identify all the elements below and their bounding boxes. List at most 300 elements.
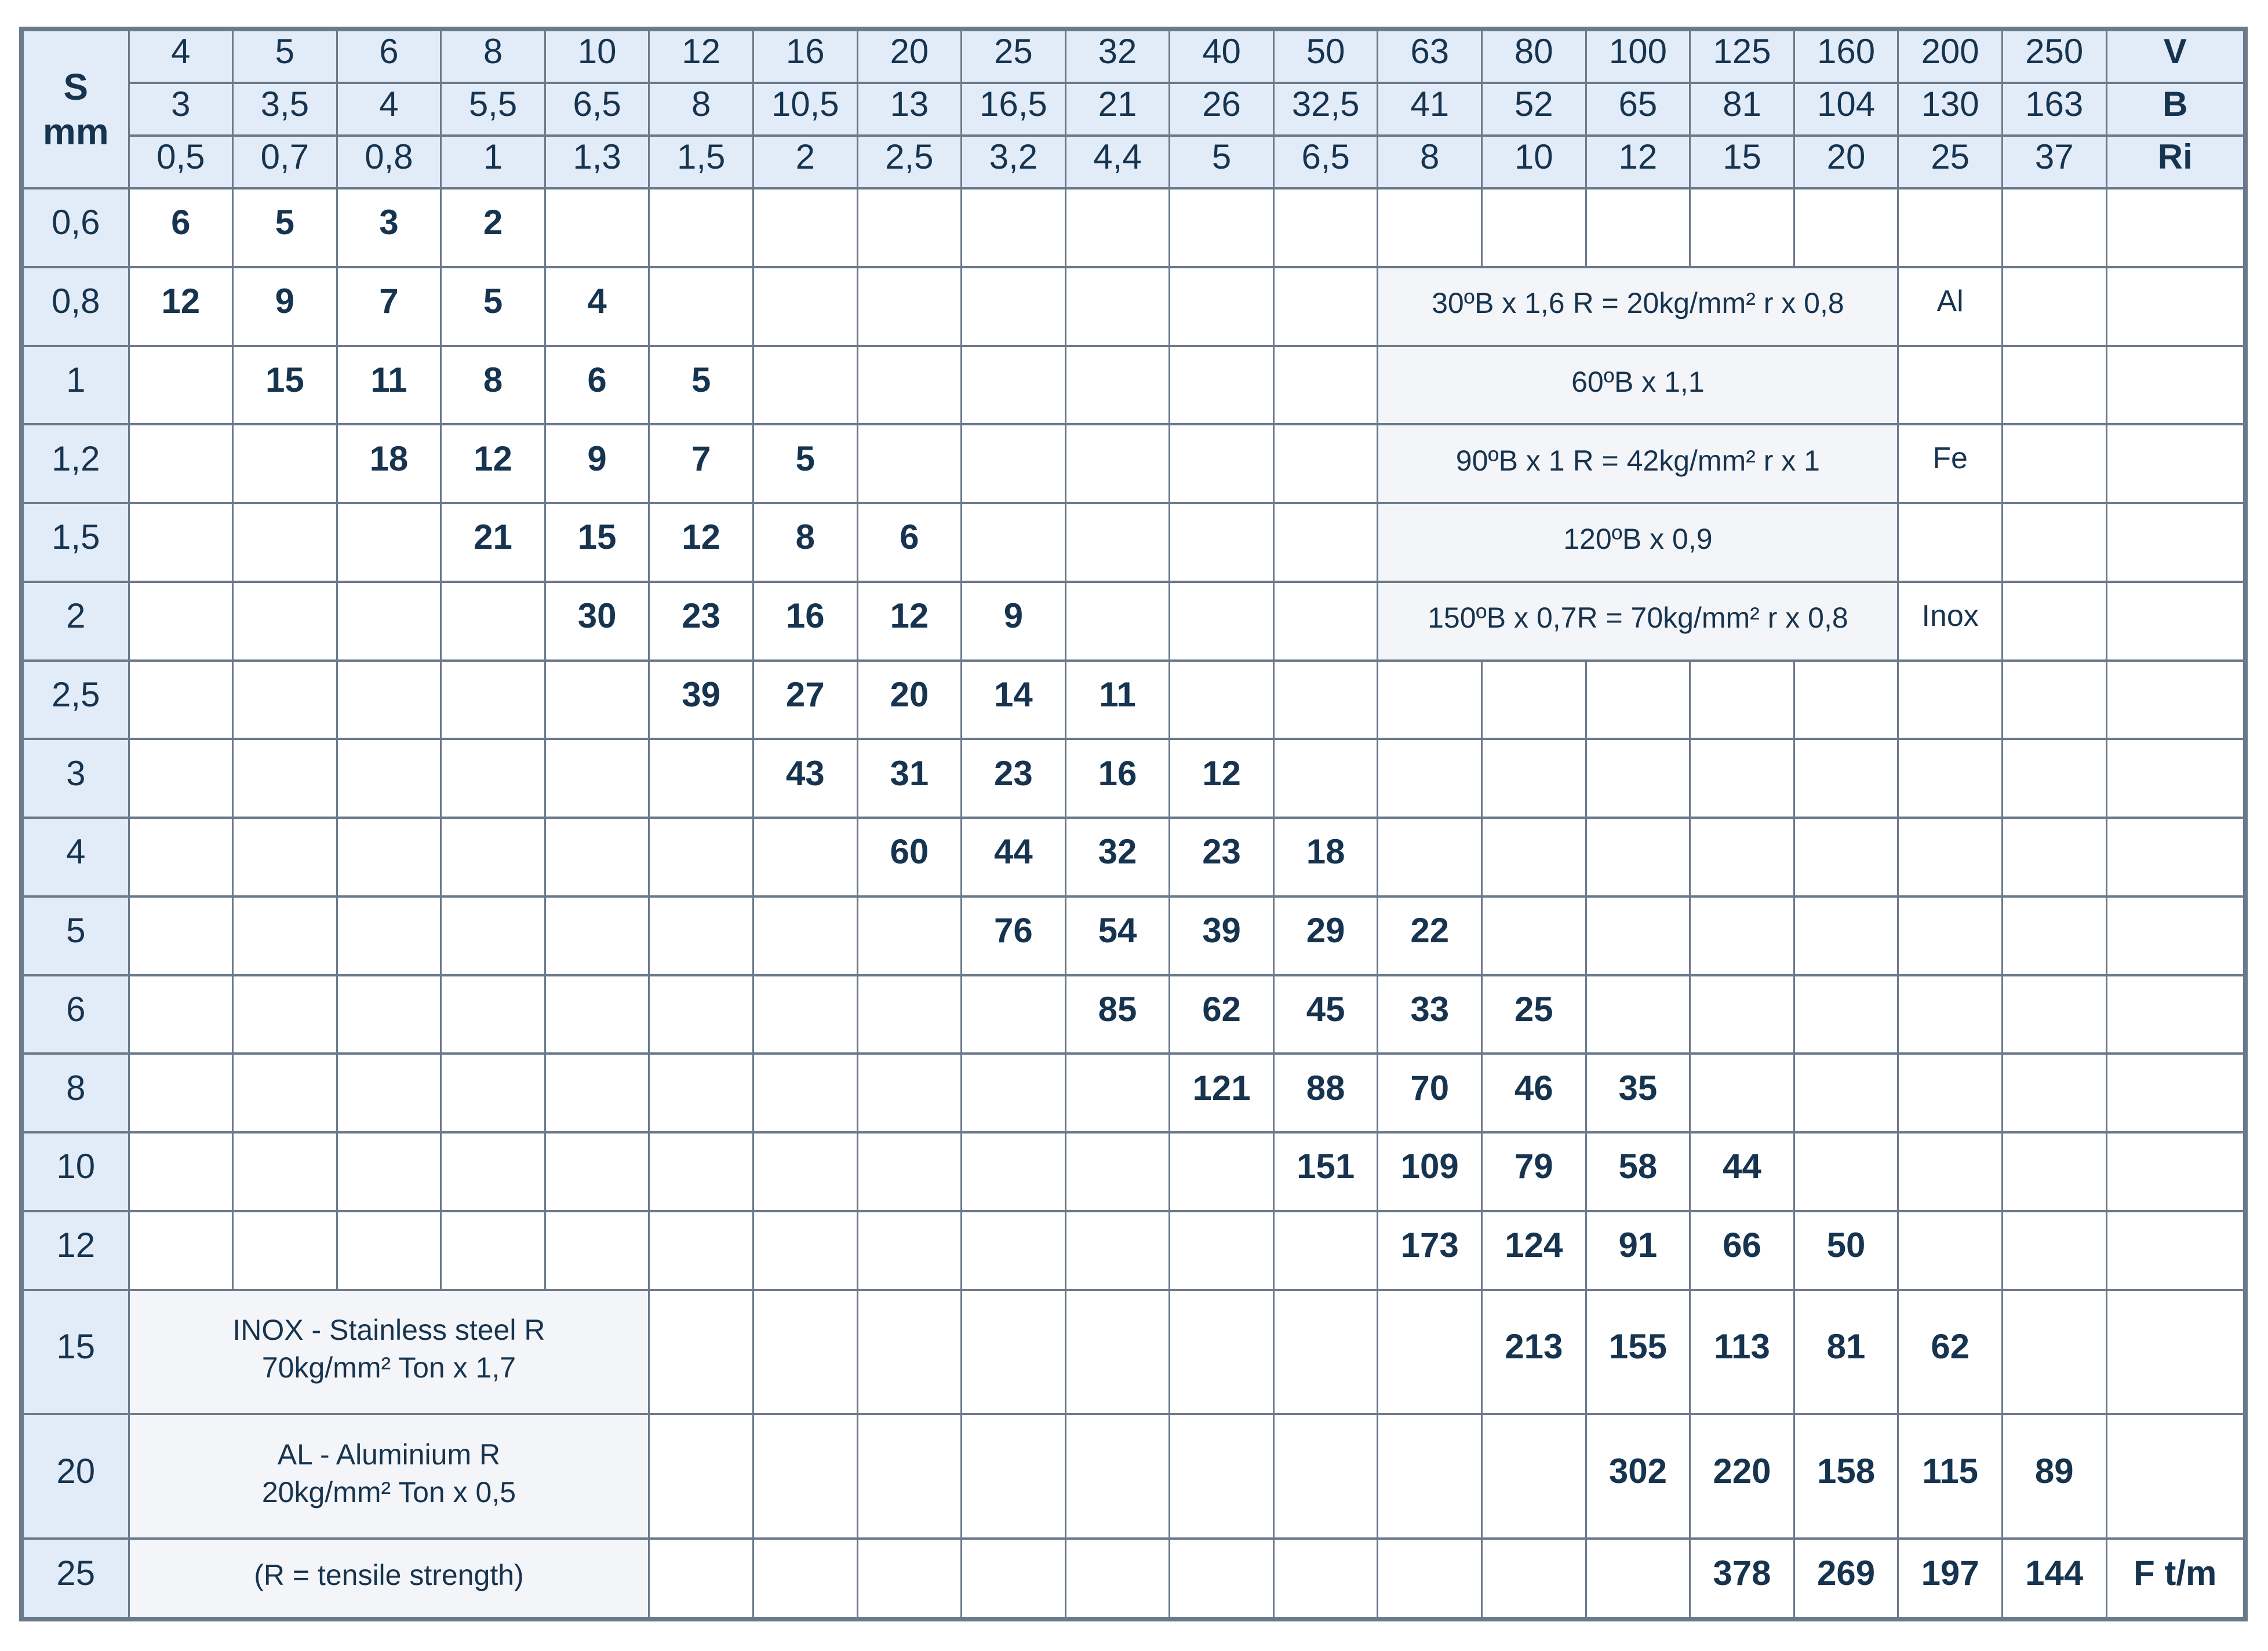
empty-cell xyxy=(2106,582,2245,661)
empty-cell xyxy=(129,739,233,818)
empty-cell xyxy=(1378,739,1482,818)
force-value: 35 xyxy=(1586,1054,1690,1132)
bend-angle-note: 120ºB x 0,9 xyxy=(1378,503,1898,582)
empty-cell xyxy=(649,1414,753,1539)
empty-cell xyxy=(962,1414,1066,1539)
column-header: 2,5 xyxy=(857,136,962,188)
column-header: 4,4 xyxy=(1065,136,1170,188)
empty-cell xyxy=(1586,188,1690,267)
empty-cell xyxy=(1690,188,1794,267)
empty-cell xyxy=(1586,739,1690,818)
empty-cell xyxy=(2002,582,2106,661)
force-value: 43 xyxy=(753,739,857,818)
row-label: 2 xyxy=(21,582,129,661)
empty-cell xyxy=(1065,1211,1170,1290)
empty-cell xyxy=(337,896,441,975)
force-value: 50 xyxy=(1794,1211,1898,1290)
empty-cell xyxy=(441,582,545,661)
empty-cell xyxy=(1065,1539,1170,1619)
empty-cell xyxy=(1170,346,1274,425)
row-label: 3 xyxy=(21,739,129,818)
empty-cell xyxy=(1065,1414,1170,1539)
empty-cell xyxy=(1273,582,1378,661)
empty-cell xyxy=(1794,739,1898,818)
header-row xyxy=(21,83,2245,136)
table-row xyxy=(21,1132,2245,1211)
force-value: 9 xyxy=(962,582,1066,661)
row-label: 6 xyxy=(21,975,129,1054)
empty-cell xyxy=(129,1132,233,1211)
empty-cell xyxy=(1170,582,1274,661)
empty-cell xyxy=(233,503,337,582)
column-header: 32,5 xyxy=(1273,83,1378,136)
force-value: 2 xyxy=(441,188,545,267)
empty-cell xyxy=(1690,1054,1794,1132)
empty-cell xyxy=(441,1211,545,1290)
force-value: 302 xyxy=(1586,1414,1690,1539)
empty-cell xyxy=(857,896,962,975)
force-value: 173 xyxy=(1378,1211,1482,1290)
empty-cell xyxy=(753,346,857,425)
force-value: 45 xyxy=(1273,975,1378,1054)
force-value: 62 xyxy=(1170,975,1274,1054)
empty-cell xyxy=(2106,1211,2245,1290)
force-value: 12 xyxy=(857,582,962,661)
force-value: 33 xyxy=(1378,975,1482,1054)
force-value: 8 xyxy=(753,503,857,582)
column-header: 5 xyxy=(233,29,337,83)
force-value: 15 xyxy=(545,503,649,582)
empty-cell xyxy=(441,975,545,1054)
column-header: 1 xyxy=(441,136,545,188)
row-label: 20 xyxy=(21,1414,129,1539)
force-table xyxy=(19,27,2248,1621)
empty-cell xyxy=(441,1132,545,1211)
table-row xyxy=(21,188,2245,267)
empty-cell xyxy=(441,896,545,975)
empty-cell xyxy=(337,1132,441,1211)
axis-label: B xyxy=(2106,83,2245,136)
row-label: 1,2 xyxy=(21,424,129,503)
column-header: 16 xyxy=(753,29,857,83)
empty-cell xyxy=(1273,1539,1378,1619)
empty-cell xyxy=(1273,346,1378,425)
force-value: 197 xyxy=(1898,1539,2003,1619)
axis-label: Ri xyxy=(2106,136,2245,188)
force-value: 9 xyxy=(233,267,337,346)
unit-label: F t/m xyxy=(2106,1539,2245,1619)
empty-cell xyxy=(649,739,753,818)
empty-cell xyxy=(753,267,857,346)
empty-cell xyxy=(962,1132,1066,1211)
row-label: 8 xyxy=(21,1054,129,1132)
bend-angle-note: 60ºB x 1,1 xyxy=(1378,346,1898,425)
empty-cell xyxy=(337,503,441,582)
material-note xyxy=(129,1290,649,1415)
column-header: 10,5 xyxy=(753,83,857,136)
force-value: 62 xyxy=(1898,1290,2003,1415)
force-value: 5 xyxy=(233,188,337,267)
force-value: 124 xyxy=(1482,1211,1586,1290)
empty-cell xyxy=(1898,188,2003,267)
note-line: 70kg/mm² Ton x 1,7 xyxy=(261,1351,516,1384)
empty-cell xyxy=(441,661,545,739)
empty-cell xyxy=(1794,975,1898,1054)
empty-cell xyxy=(753,1211,857,1290)
empty-cell xyxy=(753,1539,857,1619)
empty-cell xyxy=(1273,739,1378,818)
empty-cell xyxy=(1794,188,1898,267)
empty-cell xyxy=(337,1211,441,1290)
column-header: 32 xyxy=(1065,29,1170,83)
header-row xyxy=(21,136,2245,188)
empty-cell xyxy=(857,975,962,1054)
row-label: 0,6 xyxy=(21,188,129,267)
empty-cell xyxy=(1273,1290,1378,1415)
empty-cell xyxy=(233,424,337,503)
empty-cell xyxy=(857,188,962,267)
force-value: 4 xyxy=(545,267,649,346)
force-value: 113 xyxy=(1690,1290,1794,1415)
column-header: 250 xyxy=(2002,29,2106,83)
corner-label xyxy=(21,29,129,188)
force-value: 91 xyxy=(1586,1211,1690,1290)
empty-cell xyxy=(2106,503,2245,582)
column-header: 1,5 xyxy=(649,136,753,188)
empty-cell xyxy=(129,896,233,975)
column-header: 5,5 xyxy=(441,83,545,136)
empty-cell xyxy=(545,896,649,975)
force-value: 378 xyxy=(1690,1539,1794,1619)
column-header: 16,5 xyxy=(962,83,1066,136)
empty-cell xyxy=(2002,739,2106,818)
empty-cell xyxy=(1794,661,1898,739)
empty-cell xyxy=(2002,896,2106,975)
empty-cell xyxy=(1898,975,2003,1054)
material-label: Inox xyxy=(1898,582,2003,661)
force-value: 7 xyxy=(649,424,753,503)
empty-cell xyxy=(1690,975,1794,1054)
table-row xyxy=(21,1290,2245,1415)
empty-cell xyxy=(2002,818,2106,896)
force-value: 220 xyxy=(1690,1414,1794,1539)
table-row xyxy=(21,896,2245,975)
empty-cell xyxy=(233,896,337,975)
empty-cell xyxy=(545,1211,649,1290)
table-row xyxy=(21,424,2245,503)
column-header: 3 xyxy=(129,83,233,136)
empty-cell xyxy=(2106,1414,2245,1539)
empty-cell xyxy=(2002,424,2106,503)
force-value: 5 xyxy=(649,346,753,425)
force-value: 18 xyxy=(1273,818,1378,896)
empty-cell xyxy=(545,818,649,896)
force-value: 66 xyxy=(1690,1211,1794,1290)
empty-cell xyxy=(1170,1414,1274,1539)
table-row xyxy=(21,267,2245,346)
empty-cell xyxy=(753,975,857,1054)
empty-cell xyxy=(545,1132,649,1211)
empty-cell xyxy=(1273,1211,1378,1290)
empty-cell xyxy=(129,503,233,582)
column-header: 41 xyxy=(1378,83,1482,136)
column-header: 12 xyxy=(1586,136,1690,188)
empty-cell xyxy=(2002,1054,2106,1132)
empty-cell xyxy=(1898,661,2003,739)
column-header: 3,2 xyxy=(962,136,1066,188)
row-label: 4 xyxy=(21,818,129,896)
empty-cell xyxy=(857,1132,962,1211)
empty-cell xyxy=(2106,818,2245,896)
force-value: 9 xyxy=(545,424,649,503)
empty-cell xyxy=(649,267,753,346)
column-header: 0,8 xyxy=(337,136,441,188)
force-value: 213 xyxy=(1482,1290,1586,1415)
force-value: 109 xyxy=(1378,1132,1482,1211)
force-value: 27 xyxy=(753,661,857,739)
empty-cell xyxy=(962,1290,1066,1415)
column-header: 8 xyxy=(441,29,545,83)
empty-cell xyxy=(1273,1414,1378,1539)
column-header: 6,5 xyxy=(545,83,649,136)
empty-cell xyxy=(129,818,233,896)
empty-cell xyxy=(753,188,857,267)
empty-cell xyxy=(2002,1290,2106,1415)
empty-cell xyxy=(233,1054,337,1132)
force-value: 5 xyxy=(753,424,857,503)
empty-cell xyxy=(233,661,337,739)
empty-cell xyxy=(1586,975,1690,1054)
empty-cell xyxy=(1690,818,1794,896)
empty-cell xyxy=(962,267,1066,346)
empty-cell xyxy=(2106,739,2245,818)
empty-cell xyxy=(857,1290,962,1415)
empty-cell xyxy=(545,1054,649,1132)
force-value: 3 xyxy=(337,188,441,267)
empty-cell xyxy=(2106,1290,2245,1415)
empty-cell xyxy=(1690,896,1794,975)
empty-cell xyxy=(233,975,337,1054)
empty-cell xyxy=(1170,1211,1274,1290)
empty-cell xyxy=(1170,424,1274,503)
force-value: 7 xyxy=(337,267,441,346)
empty-cell xyxy=(233,1211,337,1290)
column-header: 65 xyxy=(1586,83,1690,136)
force-value: 23 xyxy=(649,582,753,661)
column-header: 160 xyxy=(1794,29,1898,83)
row-label: 25 xyxy=(21,1539,129,1619)
empty-cell xyxy=(753,818,857,896)
force-value: 54 xyxy=(1065,896,1170,975)
empty-cell xyxy=(649,1211,753,1290)
empty-cell xyxy=(337,818,441,896)
column-header: 3,5 xyxy=(233,83,337,136)
empty-cell xyxy=(1898,1211,2003,1290)
empty-cell xyxy=(2002,267,2106,346)
empty-cell xyxy=(545,188,649,267)
empty-cell xyxy=(753,896,857,975)
column-header: 163 xyxy=(2002,83,2106,136)
empty-cell xyxy=(129,346,233,425)
column-header: 20 xyxy=(857,29,962,83)
empty-cell xyxy=(1273,661,1378,739)
force-value: 44 xyxy=(962,818,1066,896)
column-header: 25 xyxy=(962,29,1066,83)
material-note xyxy=(129,1539,649,1619)
column-header: 15 xyxy=(1690,136,1794,188)
row-label: 2,5 xyxy=(21,661,129,739)
column-header: 81 xyxy=(1690,83,1794,136)
row-label: 5 xyxy=(21,896,129,975)
empty-cell xyxy=(649,1054,753,1132)
empty-cell xyxy=(753,1132,857,1211)
empty-cell xyxy=(1898,346,2003,425)
empty-cell xyxy=(1898,818,2003,896)
empty-cell xyxy=(2002,975,2106,1054)
empty-cell xyxy=(441,739,545,818)
force-value: 155 xyxy=(1586,1290,1690,1415)
empty-cell xyxy=(649,188,753,267)
force-value: 269 xyxy=(1794,1539,1898,1619)
bend-angle-note: 90ºB x 1 R = 42kg/mm² r x 1 xyxy=(1378,424,1898,503)
empty-cell xyxy=(1170,1539,1274,1619)
empty-cell xyxy=(1273,188,1378,267)
column-header: 8 xyxy=(1378,136,1482,188)
empty-cell xyxy=(1065,188,1170,267)
force-value: 14 xyxy=(962,661,1066,739)
empty-cell xyxy=(1586,661,1690,739)
empty-cell xyxy=(1065,503,1170,582)
table-row xyxy=(21,661,2245,739)
empty-cell xyxy=(2002,503,2106,582)
empty-cell xyxy=(857,1054,962,1132)
empty-cell xyxy=(1482,1539,1586,1619)
empty-cell xyxy=(1065,267,1170,346)
bend-angle-note: 30ºB x 1,6 R = 20kg/mm² r x 0,8 xyxy=(1378,267,1898,346)
column-header: 52 xyxy=(1482,83,1586,136)
empty-cell xyxy=(233,582,337,661)
column-header: 4 xyxy=(337,83,441,136)
note-line: 20kg/mm² Ton x 0,5 xyxy=(261,1475,516,1508)
empty-cell xyxy=(1482,1414,1586,1539)
row-label: 1,5 xyxy=(21,503,129,582)
column-header: 130 xyxy=(1898,83,2003,136)
empty-cell xyxy=(857,1414,962,1539)
column-header: 104 xyxy=(1794,83,1898,136)
column-header: 100 xyxy=(1586,29,1690,83)
empty-cell xyxy=(1378,1539,1482,1619)
column-header: 1,3 xyxy=(545,136,649,188)
empty-cell xyxy=(1378,188,1482,267)
empty-cell xyxy=(1586,896,1690,975)
empty-cell xyxy=(441,1054,545,1132)
force-value: 85 xyxy=(1065,975,1170,1054)
empty-cell xyxy=(962,188,1066,267)
force-value: 46 xyxy=(1482,1054,1586,1132)
force-value: 23 xyxy=(1170,818,1274,896)
force-value: 25 xyxy=(1482,975,1586,1054)
column-header: 125 xyxy=(1690,29,1794,83)
empty-cell xyxy=(1794,818,1898,896)
force-value: 70 xyxy=(1378,1054,1482,1132)
empty-cell xyxy=(857,1211,962,1290)
force-value: 89 xyxy=(2002,1414,2106,1539)
force-value: 60 xyxy=(857,818,962,896)
empty-cell xyxy=(857,424,962,503)
force-value: 79 xyxy=(1482,1132,1586,1211)
empty-cell xyxy=(2106,896,2245,975)
empty-cell xyxy=(1482,896,1586,975)
force-value: 18 xyxy=(337,424,441,503)
empty-cell xyxy=(1170,1132,1274,1211)
force-value: 76 xyxy=(962,896,1066,975)
table-row xyxy=(21,739,2245,818)
column-header: 4 xyxy=(129,29,233,83)
empty-cell xyxy=(233,818,337,896)
empty-cell xyxy=(129,424,233,503)
force-value: 44 xyxy=(1690,1132,1794,1211)
empty-cell xyxy=(1065,424,1170,503)
table-row xyxy=(21,975,2245,1054)
empty-cell xyxy=(1378,1414,1482,1539)
empty-cell xyxy=(962,975,1066,1054)
row-label: 10 xyxy=(21,1132,129,1211)
empty-cell xyxy=(1065,1132,1170,1211)
force-value: 23 xyxy=(962,739,1066,818)
empty-cell xyxy=(1794,896,1898,975)
force-value: 22 xyxy=(1378,896,1482,975)
table-row xyxy=(21,1539,2245,1619)
empty-cell xyxy=(1794,1132,1898,1211)
empty-cell xyxy=(337,739,441,818)
empty-cell xyxy=(857,1539,962,1619)
empty-cell xyxy=(649,975,753,1054)
empty-cell xyxy=(1378,661,1482,739)
row-label: 12 xyxy=(21,1211,129,1290)
table-body xyxy=(21,188,2245,1619)
force-value: 30 xyxy=(545,582,649,661)
column-header: 10 xyxy=(1482,136,1586,188)
force-value: 39 xyxy=(1170,896,1274,975)
force-value: 11 xyxy=(337,346,441,425)
table-row xyxy=(21,1054,2245,1132)
note-line: AL - Aluminium R xyxy=(277,1438,501,1471)
empty-cell xyxy=(1170,1290,1274,1415)
empty-cell xyxy=(2002,1211,2106,1290)
empty-cell xyxy=(129,975,233,1054)
empty-cell xyxy=(1690,739,1794,818)
empty-cell xyxy=(2002,346,2106,425)
note-line: (R = tensile strength) xyxy=(254,1559,524,1592)
corner-label-line: S xyxy=(63,65,89,108)
empty-cell xyxy=(962,503,1066,582)
force-value: 6 xyxy=(129,188,233,267)
header-row xyxy=(21,29,2245,83)
empty-cell xyxy=(649,1290,753,1415)
column-header: 80 xyxy=(1482,29,1586,83)
column-header: 6 xyxy=(337,29,441,83)
empty-cell xyxy=(753,1414,857,1539)
empty-cell xyxy=(962,346,1066,425)
empty-cell xyxy=(1482,188,1586,267)
column-header: 5 xyxy=(1170,136,1274,188)
force-value: 11 xyxy=(1065,661,1170,739)
empty-cell xyxy=(962,1054,1066,1132)
force-value: 12 xyxy=(441,424,545,503)
column-header: 25 xyxy=(1898,136,2003,188)
material-label: Al xyxy=(1898,267,2003,346)
empty-cell xyxy=(2002,1132,2106,1211)
